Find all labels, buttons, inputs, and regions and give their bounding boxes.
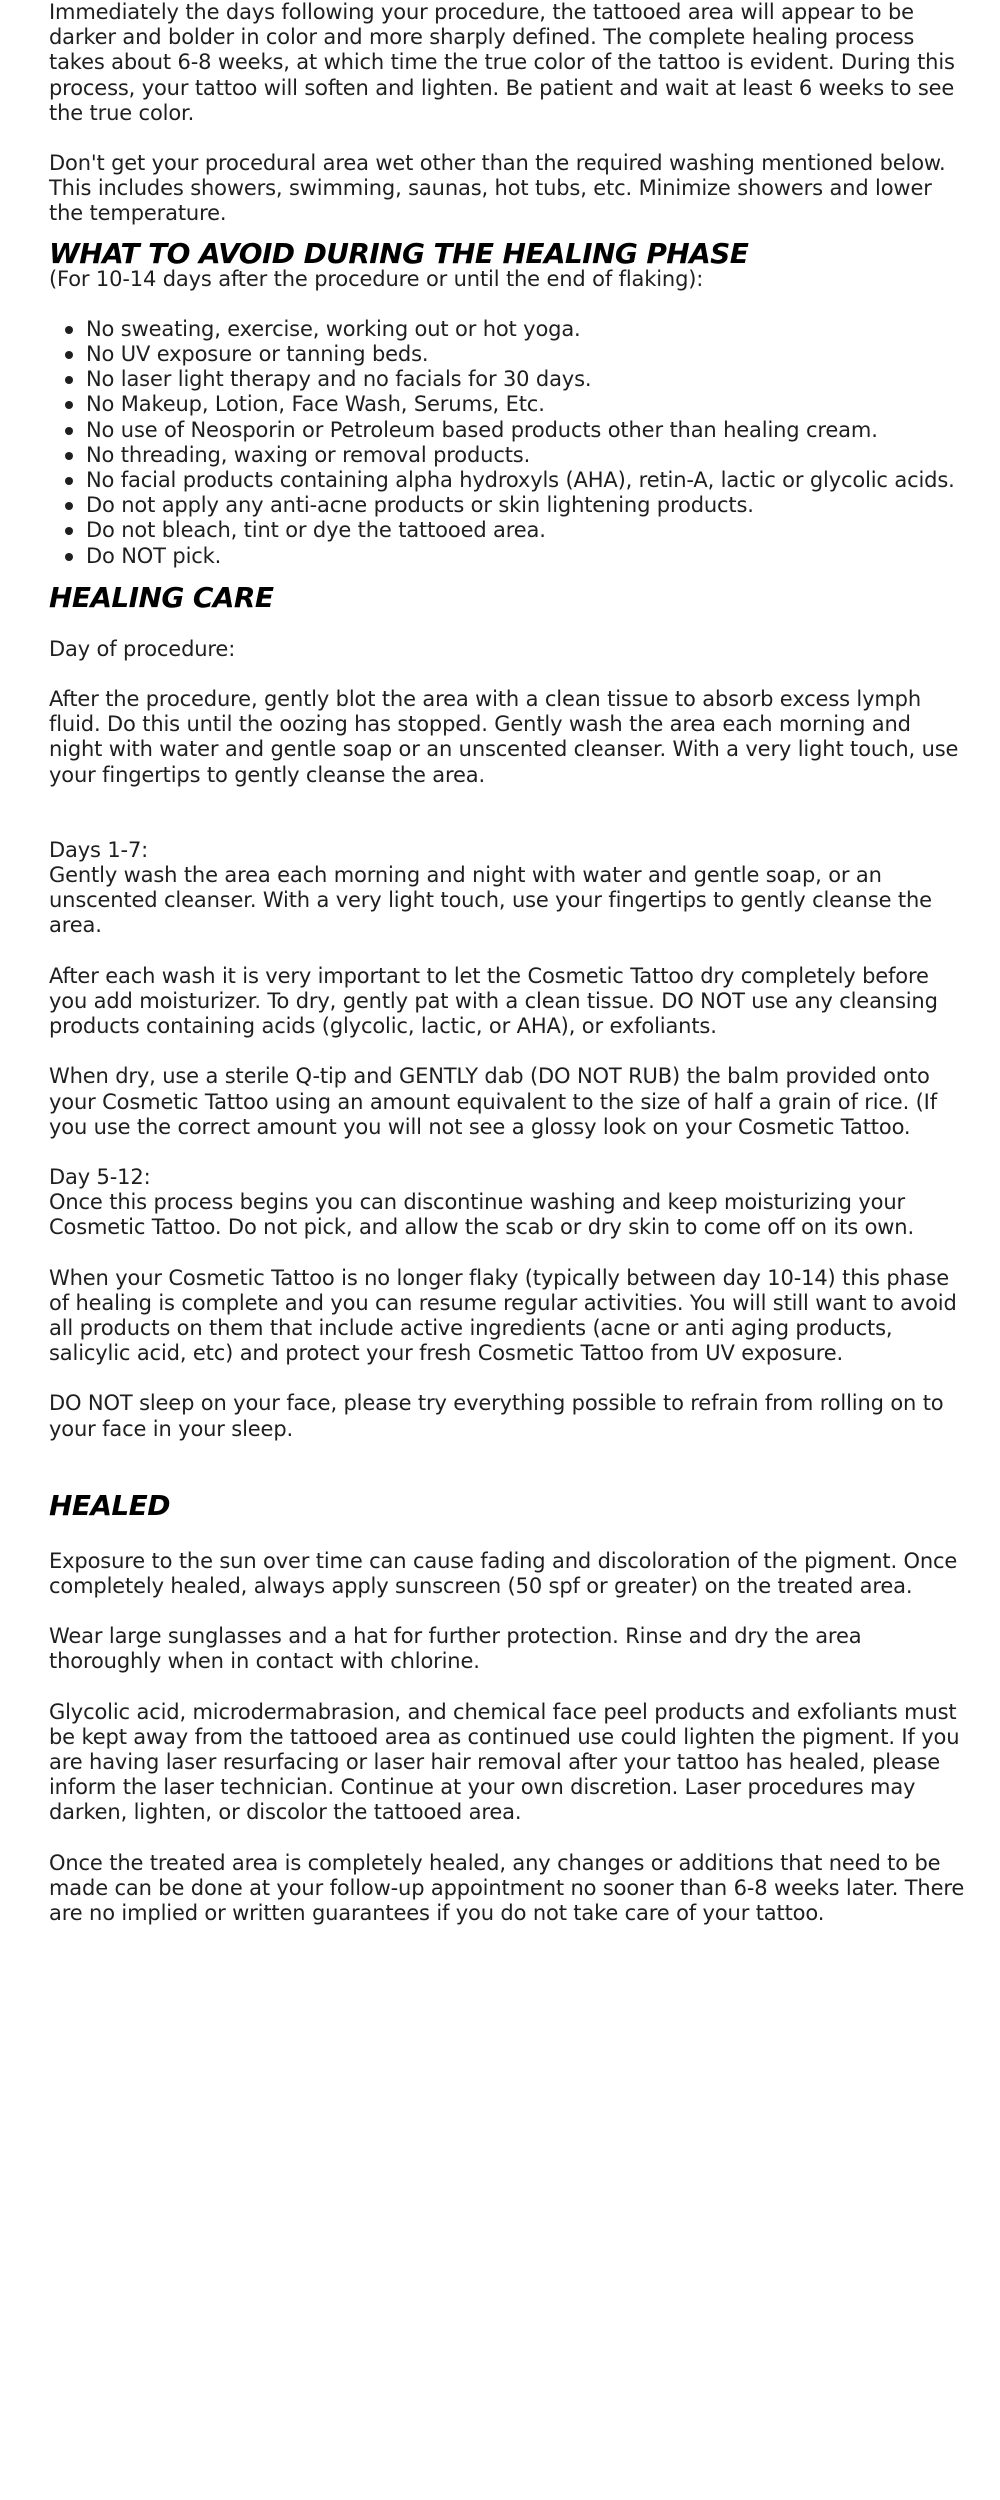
sleep-warning-text: DO NOT sleep on your face, please try everything possible to refrain from rolling on to your face in your sleep. — [49, 1391, 944, 1441]
avoid-heading: WHAT TO AVOID DURING THE HEALING PHASE — [49, 236, 749, 270]
intro-paragraph-healing-time: Immediately the days following your procedure, the tattooed area will appear to be darker and bolder in color and more sharply defined. The complete healing process takes about 6-8 weeks, at which time the true color of the tattoo is evident. During this process, your tattoo will soften and lighten. Be patient and wait at least 6 weeks to see the true color. — [49, 0, 955, 125]
avoid-list-item: No laser light therapy and no facials for 30 days. — [49, 367, 969, 392]
aftercare-document — [49, 0, 969, 1926]
avoid-list-item: No Makeup, Lotion, Face Wash, Serums, Etc. — [49, 392, 969, 417]
days-1-7-label: Days 1-7: — [49, 837, 149, 862]
healed-sunglasses-text: Wear large sunglasses and a hat for further protection. Rinse and dry the area thoroughly when in contact with chlorine. — [49, 1624, 862, 1674]
days-1-7-text: Gently wash the area each morning and night with water and gentle soap, or an unscented cleanser. With a very light touch, use your fingertips to gently cleanse the area. — [49, 863, 932, 938]
bullet-icon — [65, 527, 73, 535]
days-5-12-label: Day 5-12: — [49, 1164, 151, 1189]
healed-sun-exposure-text: Exposure to the sun over time can cause fading and discoloration of the pigment. Once completely healed, always apply sunscreen (50 spf or greater) on the treated area. — [49, 1548, 958, 1598]
day-of-procedure-label: Day of procedure: — [49, 636, 236, 661]
bullet-icon — [65, 553, 73, 561]
bullet-icon — [65, 427, 73, 435]
healed-glycolic-text: Glycolic acid, microdermabrasion, and chemical face peel products and exfoliants must be kept away from the tattooed area as continued use could lighten the pigment. If you are having laser resurfacing or laser hair removal after your tattoo has healed, please inform the laser technician. Continue at your own discretion. Laser procedures may darken, lighten, or discolor the tattooed area. — [49, 1699, 960, 1825]
avoid-subtitle: (For 10-14 days after the procedure or until the end of flaking): — [49, 266, 704, 291]
bullet-icon — [65, 401, 73, 409]
avoid-list-item: No UV exposure or tanning beds. — [49, 342, 969, 367]
day-of-procedure-text: After the procedure, gently blot the area with a clean tissue to absorb excess lymph fluid. Do this until the oozing has stopped. Gently wash the area each morning and night with water and gentle soap or an unscented cleanser. With a very light touch, use your fingertips to gently cleanse the area. — [49, 687, 959, 787]
intro-paragraph-keep-dry: Don't get your procedural area wet other than the required washing mentioned below. This includes showers, swimming, saunas, hot tubs, etc. Minimize showers and lower the temperature. — [49, 151, 946, 226]
avoid-list-item: No facial products containing alpha hydroxyls (AHA), retin-A, lactic or glycolic acids. — [49, 468, 969, 493]
avoid-list-item: No use of Neosporin or Petroleum based products other than healing cream. — [49, 418, 969, 443]
avoid-list-item: No threading, waxing or removal products. — [49, 443, 969, 468]
healed-follow-up-text: Once the treated area is completely healed, any changes or additions that need to be made can be done at your follow-up appointment no sooner than 6-8 weeks later. There are no implied or written guarantees if you do not take care of your tattoo. — [49, 1850, 965, 1925]
bullet-icon — [65, 502, 73, 510]
healing-care-heading: HEALING CARE — [49, 580, 274, 614]
when-dry-text: When dry, use a sterile Q-tip and GENTLY dab (DO NOT RUB) the balm provided onto your Cosmetic Tattoo using an amount equivalent to the size of half a grain of rice. (If you use the correct amount you will not see a glossy look on your Cosmetic Tattoo. — [49, 1064, 937, 1139]
healed-heading: HEALED — [49, 1488, 170, 1522]
avoid-list-item: No sweating, exercise, working out or hot yoga. — [49, 317, 969, 342]
bullet-icon — [65, 326, 73, 334]
bullet-icon — [65, 452, 73, 460]
bullet-icon — [65, 351, 73, 359]
avoid-list-item: Do not apply any anti-acne products or skin lightening products. — [49, 493, 969, 518]
days-5-12-text: Once this process begins you can discontinue washing and keep moisturizing your Cosmetic Tattoo. Do not pick, and allow the scab or dry skin to come off on its own. — [49, 1190, 914, 1240]
after-wash-text: After each wash it is very important to let the Cosmetic Tattoo dry completely before you add moisturizer. To dry, gently pat with a clean tissue. DO NOT use any cleansing products containing acids (glycolic, lactic, or AHA), or exfoliants. — [49, 963, 938, 1039]
no-longer-flaky-text: When your Cosmetic Tattoo is no longer flaky (typically between day 10-14) this phase of healing is complete and you can resume regular activities. You will still want to avoid all products on them that include active ingredients (acne or anti aging products, salicylic acid, etc) and protect your fresh Cosmetic Tattoo from UV exposure. — [49, 1265, 957, 1366]
avoid-list-item: Do NOT pick. — [49, 544, 969, 569]
avoid-list-item: Do not bleach, tint or dye the tattooed area. — [49, 518, 969, 543]
bullet-icon — [65, 477, 73, 485]
bullet-icon — [65, 376, 73, 384]
avoid-list — [49, 317, 969, 569]
